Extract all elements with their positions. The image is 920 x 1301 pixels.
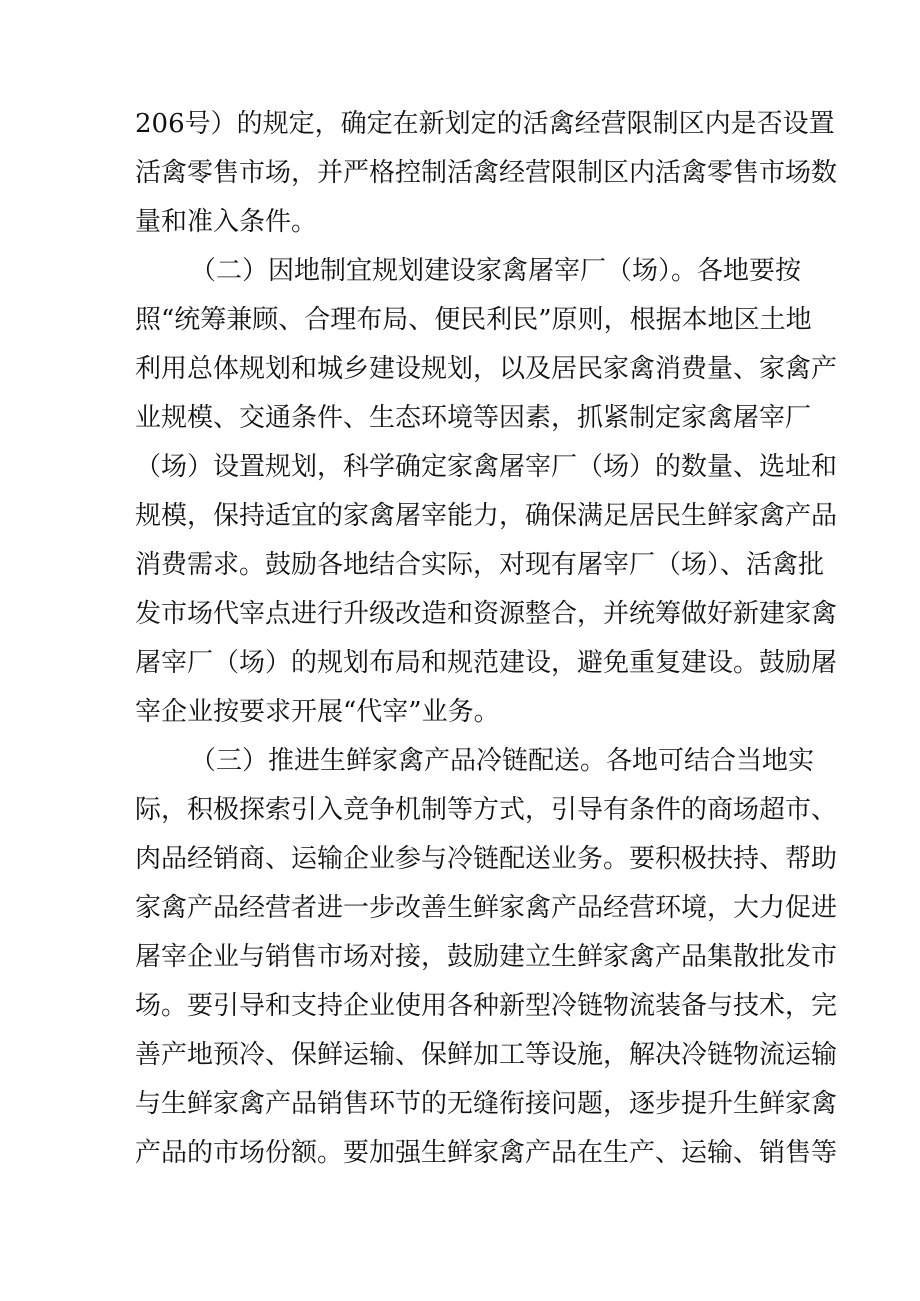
text-line: 206号）的规定，确定在新划定的活禽经营限制区内是否设置 (135, 109, 835, 139)
text-line: （场）设置规划，科学确定家禽屠宰厂（场）的数量、选址和 (135, 452, 838, 482)
section-heading-line: （三）推进生鲜家禽产品冷链配送。各地可结合当地实 (190, 746, 815, 776)
text-line: 与生鲜家禽产品销售环节的无缝衔接问题，逐步提升生鲜家禽 (135, 1089, 838, 1119)
text-line: 屠宰企业与销售市场对接，鼓励建立生鲜家禽产品集散批发市 (135, 942, 838, 972)
text-line: 宰企业按要求开展“代宰”业务。 (135, 697, 500, 727)
section-heading-line: （二）因地制宜规划建设家禽屠宰厂（场）。各地要按 (190, 256, 802, 286)
text-line: 善产地预冷、保鲜运输、保鲜加工等设施，解决冷链物流运输 (135, 1040, 838, 1070)
text-line: 家禽产品经营者进一步改善生鲜家禽产品经营环境，大力促进 (135, 893, 838, 923)
text-line: 屠宰厂（场）的规划布局和规范建设，避免重复建设。鼓励屠 (135, 648, 838, 678)
text-line: 发市场代宰点进行升级改造和资源整合，并统筹做好新建家禽 (135, 599, 838, 629)
text-line: 产品的市场份额。要加强生鲜家禽产品在生产、运输、销售等 (135, 1138, 838, 1168)
text-line: 际，积极探索引入竞争机制等方式，引导有条件的商场超市、 (135, 795, 838, 825)
text-line: 利用总体规划和城乡建设规划，以及居民家禽消费量、家禽产 (135, 354, 838, 384)
text-line: 活禽零售市场，并严格控制活禽经营限制区内活禽零售市场数 (135, 158, 838, 188)
text-line: 肉品经销商、运输企业参与冷链配送业务。要积极扶持、帮助 (135, 844, 838, 874)
text-line: 照“统筹兼顾、合理布局、便民利民”原则，根据本地区土地 (135, 305, 812, 335)
text-line: 场。要引导和支持企业使用各种新型冷链物流装备与技术，完 (135, 991, 838, 1021)
text-line: 规模，保持适宜的家禽屠宰能力，确保满足居民生鲜家禽产品 (135, 501, 838, 531)
text-line: 消费需求。鼓励各地结合实际，对现有屠宰厂（场）、活禽批 (135, 550, 825, 580)
text-line: 量和准入条件。 (135, 207, 318, 237)
text-line: 业规模、交通条件、生态环境等因素，抓紧制定家禽屠宰厂 (135, 403, 812, 433)
